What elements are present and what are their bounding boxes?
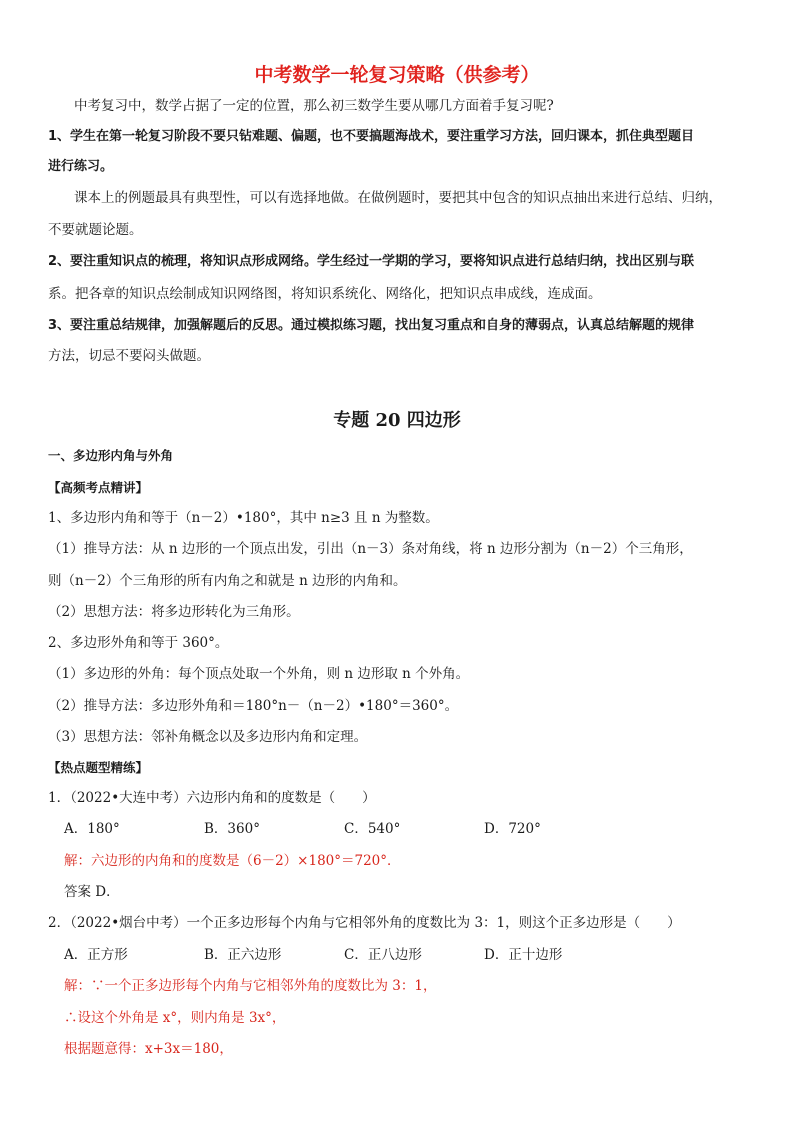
option-a: A．180°: [64, 821, 120, 837]
topic-title: 专题 20 四边形: [333, 410, 461, 431]
point1-body-line2: 不要就题论题。: [48, 222, 143, 238]
knowledge-1a: （1）推导方法：从 n 边形的一个顶点出发，引出（n－3）条对角线，将 n 边形分割为（n－2）个三角形，: [48, 541, 693, 557]
option-c: C．540°: [344, 821, 401, 837]
question-2-solution-line2: ∴设这个外角是 x°，则内角是 3x°，: [64, 1010, 286, 1026]
section-subheading: 【高频考点精讲】: [48, 480, 149, 495]
knowledge-1: 1、多边形内角和等于（n－2）•180°，其中 n≥3 且 n 为整数。: [48, 510, 439, 526]
question-1-answer: 答案 D．: [64, 884, 120, 900]
option-d: D．正十边形: [484, 947, 563, 963]
knowledge-1b: 则（n－2）个三角形的所有内角之和就是 n 边形的内角和。: [48, 573, 407, 589]
question-1-solution: 解：六边形的内角和的度数是（6－2）×180°＝720°．: [64, 853, 401, 869]
option-a: A．正方形: [64, 947, 128, 963]
option-b: B．正六边形: [204, 947, 282, 963]
knowledge-2b: （2）推导方法：多边形外角和＝180°n－（n－2）•180°＝360°。: [48, 698, 459, 714]
knowledge-1c: （2）思想方法：将多边形转化为三角形。: [48, 604, 300, 620]
knowledge-2a: （1）多边形的外角：每个顶点处取一个外角，则 n 边形取 n 个外角。: [48, 666, 470, 682]
knowledge-2c: （3）思想方法：邻补角概念以及多边形内角和定理。: [48, 729, 368, 745]
section-heading: 一、多边形内角与外角: [48, 448, 174, 463]
option-d: D．720°: [484, 821, 541, 837]
question-1-options: [64, 819, 624, 839]
practice-heading: 【热点题型精练】: [48, 760, 149, 775]
option-c: C．正八边形: [344, 947, 422, 963]
intro-question: 中考复习中，数学占据了一定的位置，那么初三数学生要从哪几方面着手复习呢?: [74, 98, 554, 114]
knowledge-2: 2、多边形外角和等于 360°。: [48, 635, 229, 651]
question-2-solution-line3: 根据题意得：x+3x＝180，: [64, 1041, 233, 1057]
point2-line2: 系。把各章的知识点绘制成知识网络图，将知识系统化、网络化，把知识点串成线，连成面。: [48, 286, 602, 302]
page-title: 中考数学一轮复习策略（供参考）: [254, 64, 540, 86]
point3-line2: 方法，切忌不要闷头做题。: [48, 348, 210, 364]
question-1-stem: 1．（2022•大连中考）六边形内角和的度数是（ ）: [48, 790, 376, 806]
point1-heading-line2: 进行练习。: [48, 159, 114, 174]
question-2-options: [64, 945, 624, 965]
option-b: B．360°: [204, 821, 260, 837]
point1-body-line1: 课本上的例题最具有典型性，可以有选择地做。在做例题时，要把其中包含的知识点抽出来进行总结、归纳，: [74, 190, 722, 206]
question-2-stem: 2．（2022•烟台中考）一个正多边形每个内角与它相邻外角的度数比为 3：1，则这个正多边形是（ ）: [48, 915, 681, 931]
point2-line1: 2、要注重知识点的梳理，将知识点形成网络。学生经过一学期的学习，要将知识点进行总结归纳，找出区别与联: [48, 254, 695, 269]
point3-line1: 3、要注重总结规律，加强解题后的反思。通过模拟练习题，找出复习重点和自身的薄弱点，认真总结解题的规律: [48, 318, 695, 333]
question-2-solution-line1: 解：∵一个正多边形每个内角与它相邻外角的度数比为 3：1，: [64, 978, 437, 994]
point1-heading-line1: 1、学生在第一轮复习阶段不要只钻难题、偏题，也不要搞题海战术，要注重学习方法，回归课本，抓住典型题目: [48, 129, 695, 144]
